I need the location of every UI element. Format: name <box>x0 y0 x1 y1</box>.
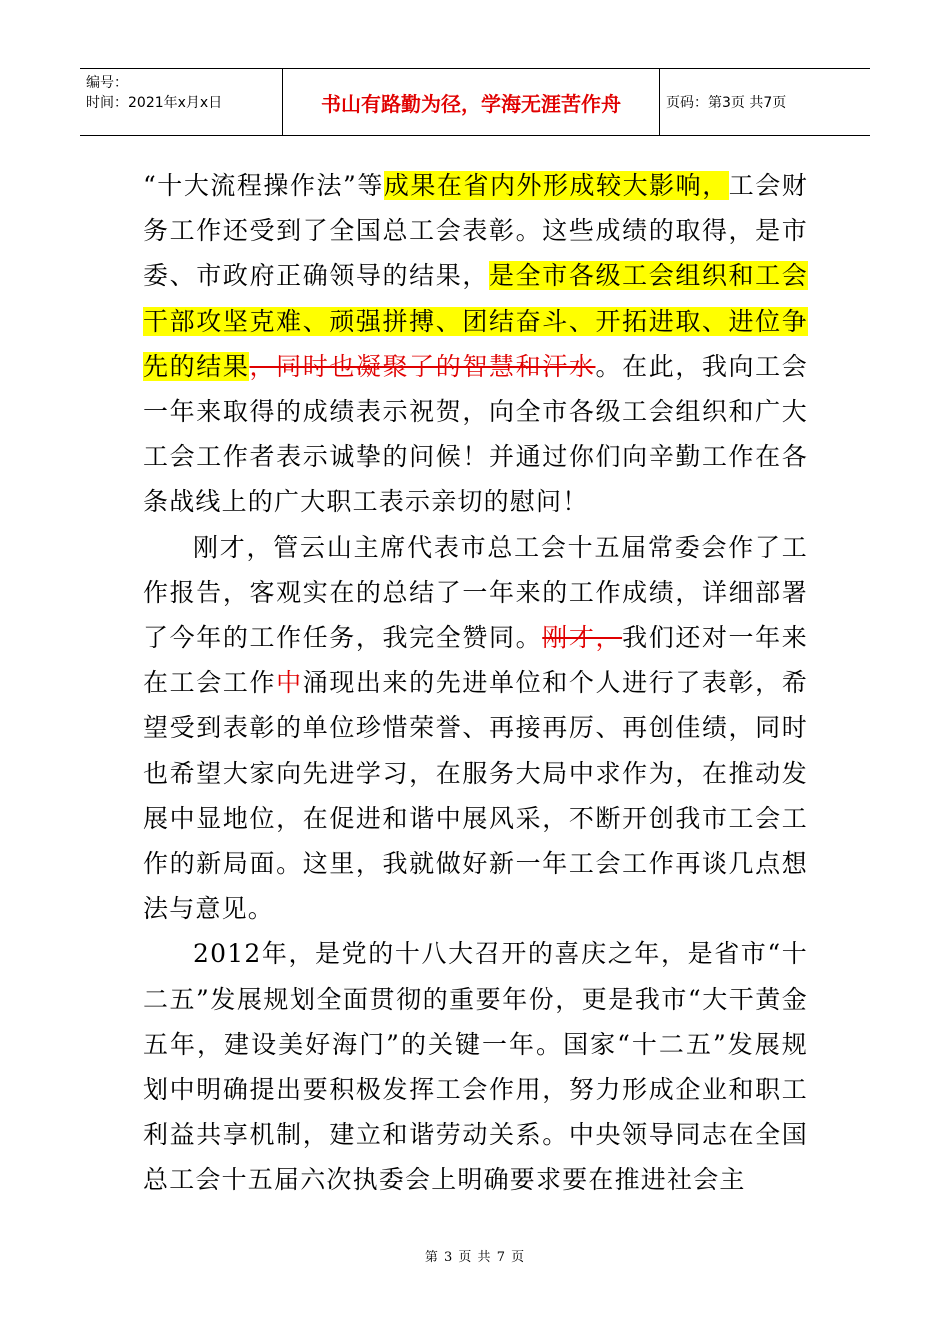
paragraph-3: 2012年，是党的十八大召开的喜庆之年，是省市“十二五”发展规划全面贯彻的重要年份，更是我市“大干黄金五年，建设美好海门”的关键一年。国家“十二五”发展规划中明确提出要积极发挥工会作用，努力形成企业和职工利益共享机制，建立和谐劳动关系。中央领导同志在全国总工会十五届六次执委会上明确要求要在推进社会主 <box>143 939 808 1195</box>
header-page-label: 页码：第3页 共7页 <box>666 95 787 111</box>
document-header <box>80 68 870 136</box>
header-motto: 书山有路勤为径，学海无涯苦作舟 <box>282 69 660 135</box>
page-footer: 第 3 页 共 7 页 <box>424 1250 526 1265</box>
p1-text-a: “十大流程操作法”等 <box>143 171 384 200</box>
p2-text-a: 刚才，管云山主席代表市总工会十五届常委会作了工作报告，客观实在的总结了一年来的工作成绩，详细部署了今年的工作任务，我完全赞同。 <box>143 532 808 653</box>
doc-time-label: 时间：2021年x月x日 <box>86 95 223 111</box>
p1-text-f: 。在此，我向工会一年来取得的成绩表示祝贺，向全市各级工会组织和广大工会工作者表示诚挚的问候！并通过你们向辛勤工作在各条战线上的广大职工表示亲切的慰问！ <box>143 351 808 517</box>
p2-inserted-text: 中 <box>276 668 303 698</box>
header-meta <box>80 69 282 135</box>
p2-text-e: 涌现出来的先进单位和个人进行了表彰，希望受到表彰的单位珍惜荣誉、再接再厉、再创佳绩，同时也希望大家向先进学习，在服务大局中求作为，在推动发展中显地位，在促进和谐中展风采，不断开创我市工会工作的新局面。这里，我就做好新一年工会工作再谈几点想法与意见。 <box>143 668 808 924</box>
document-body <box>143 163 808 1203</box>
doc-number-label: 编号： <box>86 75 128 91</box>
p1-highlight-1: 成果在省内外形成较大影响， <box>383 171 729 200</box>
p1-deleted-text: ，同时也凝聚了的智慧和汗水 <box>249 351 596 381</box>
p1-text-c: 工会财务工作还受到了全国总工会表彰。这些成绩的取得，是市委、市政府正确领导的结果， <box>143 171 808 291</box>
p1-highlight-2: 是全市各级工会组织和工会干部攻坚克难、顽强拼搏、团结奋斗、开拓进取、进位争先的结果 <box>143 261 808 381</box>
p2-deleted-text: 刚才， <box>542 623 623 653</box>
p2-text-c: 我们还对一年来在工会工作 <box>143 623 808 698</box>
paragraph-2 <box>143 525 808 932</box>
paragraph-1 <box>143 163 808 525</box>
